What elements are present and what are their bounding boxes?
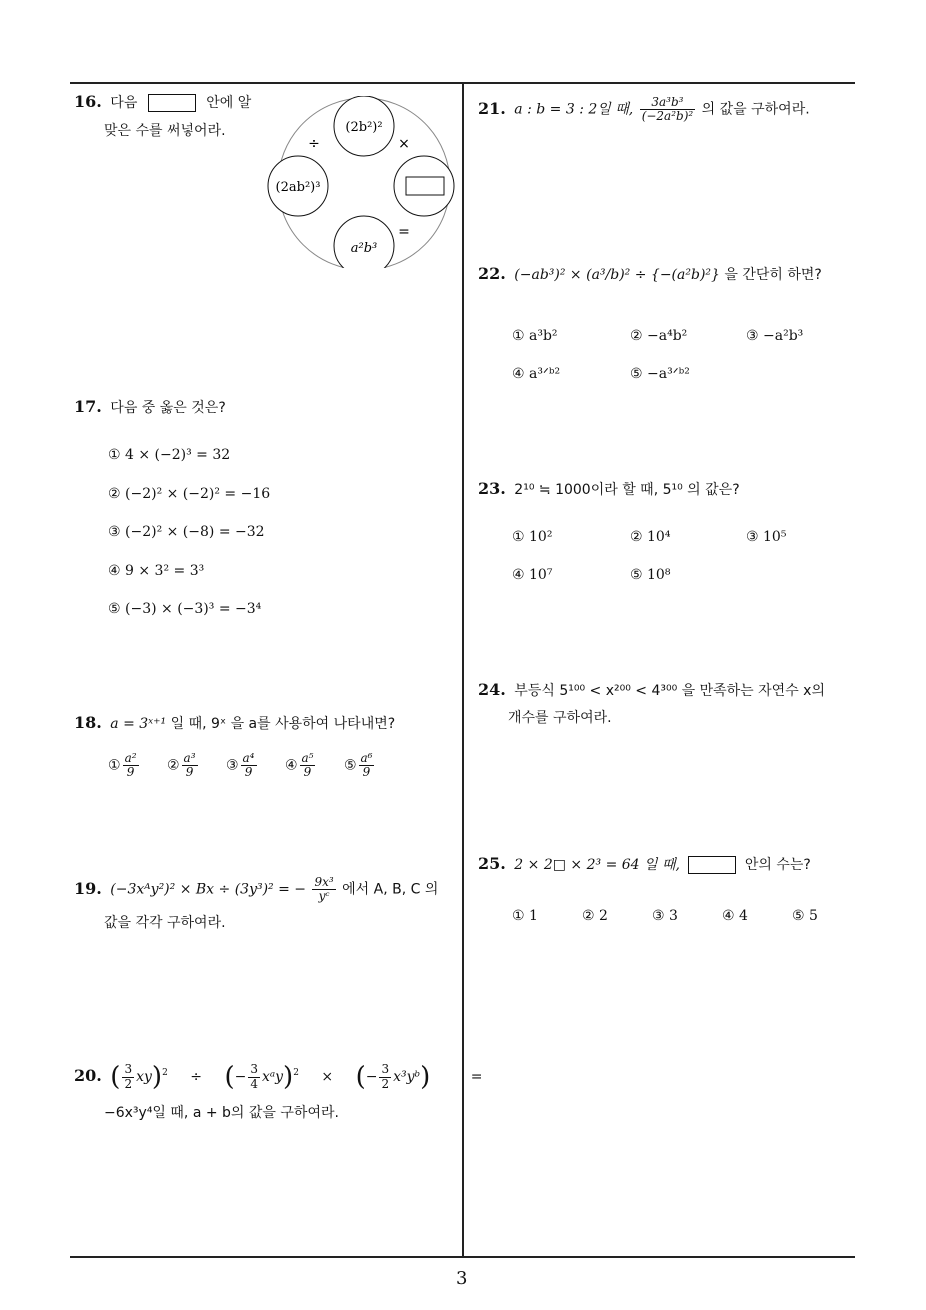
- term-3: x³yᵇ: [393, 1069, 421, 1085]
- option-1[interactable]: ① $\frac{\text{a²}}{9}$: [108, 751, 137, 780]
- answer-blank: [148, 94, 196, 112]
- term-2-coef: $\frac{3}{4}$: [250, 1062, 258, 1091]
- question-text: 에서 A, B, C 의: [342, 881, 439, 898]
- question-number: 22.: [478, 264, 506, 283]
- question-text: 2¹⁰ ≒ 1000이라 할 때, 5¹⁰ 의 값은?: [514, 482, 740, 498]
- question-24: [478, 680, 825, 700]
- question-16: [74, 92, 251, 112]
- question-25: [478, 854, 811, 874]
- question-number: 20.: [74, 1066, 102, 1085]
- equals-sign: =: [470, 1069, 483, 1085]
- question-number: 23.: [478, 479, 506, 498]
- question-24-line2: 개수를 구하여라.: [508, 710, 612, 726]
- question-19: [74, 876, 438, 903]
- term-2: xᵃy: [261, 1069, 284, 1085]
- option-5[interactable]: ⑤ 5: [792, 908, 818, 924]
- question-17: [74, 397, 226, 417]
- question-number: 24.: [478, 680, 506, 699]
- question-23: [478, 479, 740, 499]
- bottom-rule: [70, 1256, 855, 1258]
- option-5[interactable]: ⑤ $\frac{\text{a⁶}}{9}$: [343, 751, 373, 780]
- option-4[interactable]: ④ 4: [722, 908, 748, 924]
- question-lead: a : b = 3 : 2일 때,: [514, 101, 634, 118]
- bottom-node-label: a²b³: [350, 241, 378, 256]
- option-5[interactable]: ⑤ (−3) × (−3)³ = −3⁴: [108, 601, 262, 617]
- option-5[interactable]: ⑤ 10⁸: [630, 567, 671, 583]
- divide-sign: ÷: [190, 1069, 202, 1085]
- option-4[interactable]: ④ 9 × 3² = 3³: [108, 563, 205, 579]
- question-lead: 2 × 2□ × 2³ = 64 일 때,: [514, 857, 680, 873]
- question-text: 의 값을 구하여라.: [701, 101, 810, 118]
- question-number: 17.: [74, 397, 102, 416]
- q18-options: [108, 752, 376, 779]
- option-1[interactable]: ① 4 × (−2)³ = 32: [108, 447, 231, 463]
- page-number: 3: [456, 1268, 468, 1289]
- question-16-line2: 맞은 수를 써넣어라.: [104, 123, 226, 139]
- option-3[interactable]: ③ −a²b³: [746, 328, 804, 344]
- left-node-label: (2ab²)³: [275, 180, 321, 195]
- option-2[interactable]: ② 10⁴: [630, 529, 671, 545]
- option-1[interactable]: ① 10²: [512, 529, 553, 545]
- question-number: 19.: [74, 878, 102, 898]
- option-3[interactable]: ③ 3: [652, 908, 678, 924]
- option-3[interactable]: ③ (−2)² × (−8) = −32: [108, 524, 265, 540]
- equation-fraction: $\frac{\text{9x³}}{\text{yᶜ}}$: [314, 875, 334, 904]
- top-node-label: (2b²)²: [345, 120, 383, 135]
- option-1[interactable]: ① 1: [512, 908, 538, 924]
- expression: (−ab³)² × (a³/b)² ÷ {−(a²b)²}: [514, 267, 720, 283]
- question-text: 부등식 5¹⁰⁰ < x²⁰⁰ < 4³⁰⁰ 을 만족하는 자연수 x의: [514, 683, 825, 699]
- question-number: 25.: [478, 854, 506, 873]
- times-sign: ×: [398, 136, 410, 152]
- option-3[interactable]: ③ 10⁵: [746, 529, 787, 545]
- option-4[interactable]: ④ $\frac{\text{a⁵}}{9}$: [284, 751, 314, 780]
- option-3[interactable]: ③ $\frac{\text{a⁴}}{9}$: [225, 751, 255, 780]
- question-20-line2: −6x³y⁴일 때, a + b의 값을 구하여라.: [104, 1105, 339, 1121]
- question-text: 안에 알: [206, 95, 252, 111]
- option-2[interactable]: ② (−2)² × (−2)² = −16: [108, 486, 271, 502]
- option-2[interactable]: ② 2: [582, 908, 608, 924]
- times-sign: ×: [321, 1069, 334, 1085]
- question-lead: a = 3ˣ⁺¹: [110, 716, 167, 732]
- question-18: [74, 713, 395, 733]
- option-2[interactable]: ② −a⁴b²: [630, 328, 688, 344]
- term-1: xy: [136, 1069, 152, 1085]
- question-text: 안의 수는?: [744, 857, 811, 873]
- option-2[interactable]: ② $\frac{\text{a³}}{9}$: [166, 751, 196, 780]
- question-number: 21.: [478, 98, 506, 118]
- term-1-coef: $\frac{3}{2}$: [124, 1062, 133, 1091]
- option-4[interactable]: ④ 10⁷: [512, 567, 553, 583]
- divide-sign: ÷: [308, 136, 320, 152]
- answer-blank: [688, 856, 736, 874]
- question-text: 을 간단히 하면?: [724, 267, 822, 283]
- expression-fraction: $\frac{\text{3a³b³}}{\text{(−2a²b)²}}$: [641, 95, 694, 124]
- option-4[interactable]: ④ a³ᐟᵇ²: [512, 366, 561, 382]
- option-1[interactable]: ① a³b²: [512, 328, 558, 344]
- question-text: 다음 중 옳은 것은?: [110, 400, 226, 416]
- term-3-coef: $\frac{3}{2}$: [381, 1062, 390, 1091]
- question-21: [478, 96, 810, 123]
- question-text: 일 때, 9ˣ 을 a를 사용하여 나타내면?: [170, 716, 396, 732]
- question-text: 다음: [110, 95, 138, 111]
- cycle-diagram: [262, 96, 462, 268]
- question-number: 18.: [74, 713, 102, 732]
- right-node: [394, 156, 454, 216]
- question-22: [478, 264, 822, 284]
- equation-lhs: (−3xᴬy²)² × Bx ÷ (3y³)² = −: [110, 881, 307, 898]
- equals-sign: =: [398, 224, 410, 240]
- question-number: 16.: [74, 92, 102, 111]
- option-5[interactable]: ⑤ −a³ᐟᵇ²: [630, 366, 690, 382]
- question-19-line2: 값을 각각 구하여라.: [104, 915, 226, 931]
- question-20: 20. ( $\frac{3}{2}$ xy)$^2$ ÷ (− $\frac{3}{4}$ xᵃy)$^2$ × (− $\frac{3}{2}$ x³yᵇ) =: [74, 1062, 483, 1092]
